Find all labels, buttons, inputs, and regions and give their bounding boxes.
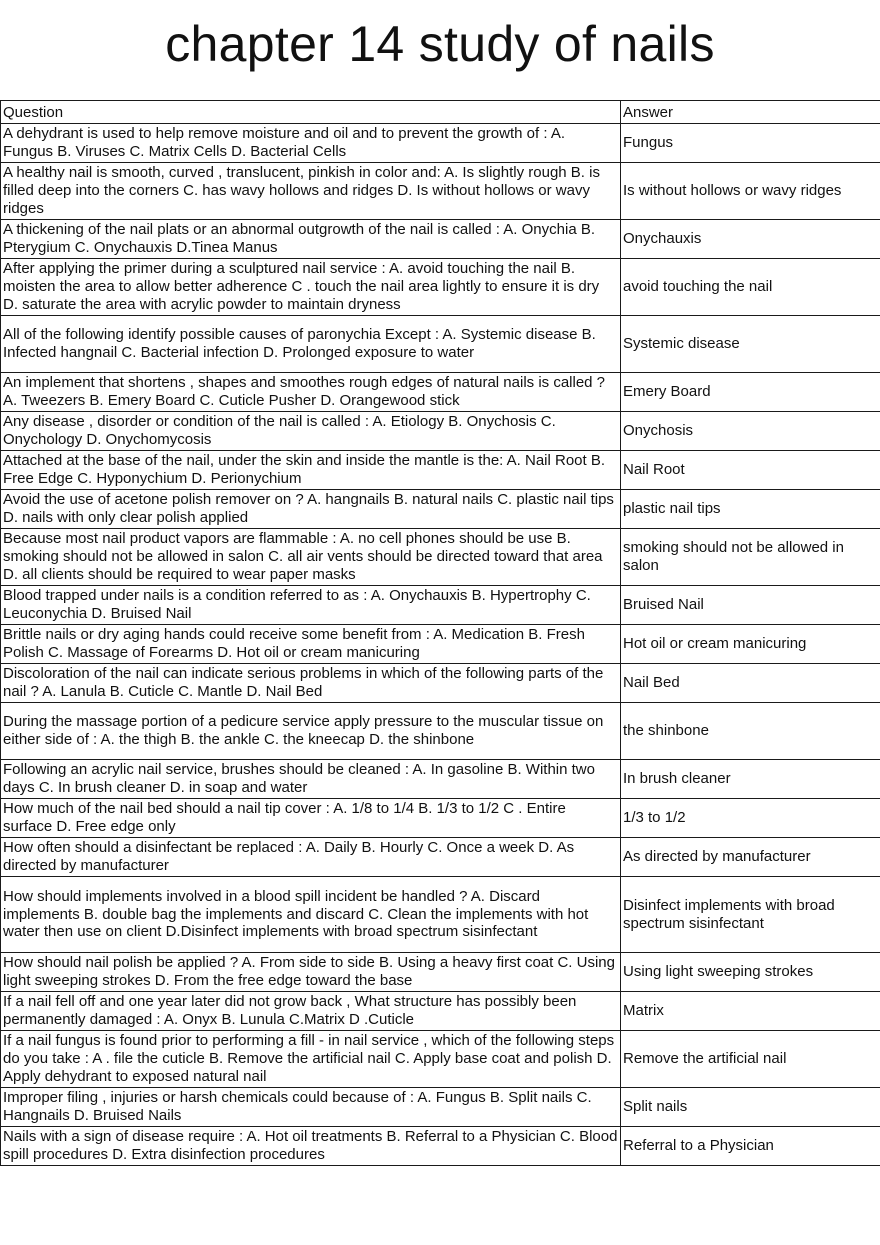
question-cell: Any disease , disorder or condition of the nail is called : A. Etiology B. Onychosis C. Onychology D. Onychomycosis: [1, 412, 621, 451]
question-cell: A dehydrant is used to help remove moisture and oil and to prevent the growth of : A. Fungus B. Viruses C. Matrix Cells D. Bacterial Cells: [1, 124, 621, 163]
page-title: chapter 14 study of nails: [165, 16, 715, 72]
answer-cell: Fungus: [621, 124, 880, 163]
table-row: [1, 953, 880, 992]
answer-cell: Disinfect implements with broad spectrum sisinfectant: [621, 877, 880, 953]
table-row: [1, 625, 880, 664]
answer-cell: plastic nail tips: [621, 490, 880, 529]
answer-cell: Bruised Nail: [621, 586, 880, 625]
answer-cell: Split nails: [621, 1088, 880, 1127]
table-row: [1, 586, 880, 625]
question-cell: How should nail polish be applied ? A. From side to side B. Using a heavy first coat C. Using light sweeping strokes D. From the free edge toward the base: [1, 953, 621, 992]
answer-cell: Onychauxis: [621, 220, 880, 259]
question-cell: Following an acrylic nail service, brushes should be cleaned : A. In gasoline B. Within two days C. In brush cleaner D. in soap and water: [1, 760, 621, 799]
table-row: [1, 124, 880, 163]
table-row: [1, 490, 880, 529]
question-cell: If a nail fell off and one year later did not grow back , What structure has possibly been permanently damaged : A. Onyx B. Lunula C.Matrix D .Cuticle: [1, 992, 621, 1031]
question-cell: How should implements involved in a blood spill incident be handled ? A. Discard implements B. double bag the implements and discard C. Clean the implements with hot water then use on client D.Disinfect implements with broad spectrum sisinfectant: [1, 877, 621, 953]
answer-cell: As directed by manufacturer: [621, 838, 880, 877]
table-row: [1, 373, 880, 412]
answer-cell: Systemic disease: [621, 316, 880, 373]
answer-cell: In brush cleaner: [621, 760, 880, 799]
answer-cell: Onychosis: [621, 412, 880, 451]
answer-cell: smoking should not be allowed in salon: [621, 529, 880, 586]
question-cell: Discoloration of the nail can indicate serious problems in which of the following parts of the nail ? A. Lanula B. Cuticle C. Mantle D. Nail Bed: [1, 664, 621, 703]
question-cell: How much of the nail bed should a nail tip cover : A. 1/8 to 1/4 B. 1/3 to 1/2 C . Entire surface D. Free edge only: [1, 799, 621, 838]
table-row: [1, 412, 880, 451]
answer-cell: Matrix: [621, 992, 880, 1031]
table-row: [1, 703, 880, 760]
question-cell: Improper filing , injuries or harsh chemicals could because of : A. Fungus B. Split nails C. Hangnails D. Bruised Nails: [1, 1088, 621, 1127]
question-cell: Attached at the base of the nail, under the skin and inside the mantle is the: A. Nail Root B. Free Edge C. Hyponychium D. Perionychium: [1, 451, 621, 490]
question-cell: Because most nail product vapors are flammable : A. no cell phones should be use B. smoking should not be allowed in salon C. all air vents should be directed toward that area D. all clients should be required to wear paper masks: [1, 529, 621, 586]
answer-cell: 1/3 to 1/2: [621, 799, 880, 838]
answer-cell: Nail Bed: [621, 664, 880, 703]
question-cell: A healthy nail is smooth, curved , translucent, pinkish in color and: A. Is slightly rough B. is filled deep into the corners C. has wavy hollows and ridges D. Is without hollows or wavy ridges: [1, 163, 621, 220]
table-row: [1, 799, 880, 838]
question-cell: Brittle nails or dry aging hands could receive some benefit from : A. Medication B. Fresh Polish C. Massage of Forearms D. Hot oil or cream manicuring: [1, 625, 621, 664]
table-header-row: [1, 101, 880, 124]
table-row: [1, 1127, 880, 1166]
table-row: [1, 529, 880, 586]
table-row: [1, 877, 880, 953]
table-row: [1, 1088, 880, 1127]
answer-cell: Referral to a Physician: [621, 1127, 880, 1166]
table-row: [1, 163, 880, 220]
question-cell: Nails with a sign of disease require : A. Hot oil treatments B. Referral to a Physician C. Blood spill procedures D. Extra disinfection procedures: [1, 1127, 621, 1166]
table-row: [1, 451, 880, 490]
question-cell: After applying the primer during a sculptured nail service : A. avoid touching the nail B. moisten the area to allow better adherence C . touch the nail area lightly to ensure it is dry D. saturate the area with acrylic powder to maintain dryness: [1, 259, 621, 316]
question-cell: Blood trapped under nails is a condition referred to as : A. Onychauxis B. Hypertrophy C. Leuconychia D. Bruised Nail: [1, 586, 621, 625]
answer-cell: Nail Root: [621, 451, 880, 490]
question-cell: During the massage portion of a pedicure service apply pressure to the muscular tissue on either side of : A. the thigh B. the ankle C. the kneecap D. the shinbone: [1, 703, 621, 760]
answer-cell: Emery Board: [621, 373, 880, 412]
question-cell: An implement that shortens , shapes and smoothes rough edges of natural nails is called ? A. Tweezers B. Emery Board C. Cuticle Pusher D. Orangewood stick: [1, 373, 621, 412]
table-row: [1, 1031, 880, 1088]
question-cell: A thickening of the nail plats or an abnormal outgrowth of the nail is called : A. Onychia B. Pterygium C. Onychauxis D.Tinea Manus: [1, 220, 621, 259]
question-cell: How often should a disinfectant be replaced : A. Daily B. Hourly C. Once a week D. As directed by manufacturer: [1, 838, 621, 877]
answer-cell: the shinbone: [621, 703, 880, 760]
answer-cell: Remove the artificial nail: [621, 1031, 880, 1088]
question-answer-table: [0, 100, 880, 1166]
table-row: [1, 259, 880, 316]
table-row: [1, 838, 880, 877]
table-row: [1, 992, 880, 1031]
question-cell: If a nail fungus is found prior to performing a fill - in nail service , which of the following steps do you take : A . file the cuticle B. Remove the artificial nail C. Apply base coat and polish D. Apply dehydrant to exposed natural nail: [1, 1031, 621, 1088]
answer-cell: Is without hollows or wavy ridges: [621, 163, 880, 220]
answer-cell: avoid touching the nail: [621, 259, 880, 316]
question-cell: All of the following identify possible causes of paronychia Except : A. Systemic disease B. Infected hangnail C. Bacterial infection D. Prolonged exposure to water: [1, 316, 621, 373]
table-row: [1, 760, 880, 799]
question-column-header: Question: [1, 101, 621, 124]
answer-column-header: Answer: [621, 101, 880, 124]
answer-cell: Using light sweeping strokes: [621, 953, 880, 992]
table-row: [1, 220, 880, 259]
table-row: [1, 664, 880, 703]
answer-cell: Hot oil or cream manicuring: [621, 625, 880, 664]
question-cell: Avoid the use of acetone polish remover on ? A. hangnails B. natural nails C. plastic nail tips D. nails with only clear polish applied: [1, 490, 621, 529]
table-row: [1, 316, 880, 373]
